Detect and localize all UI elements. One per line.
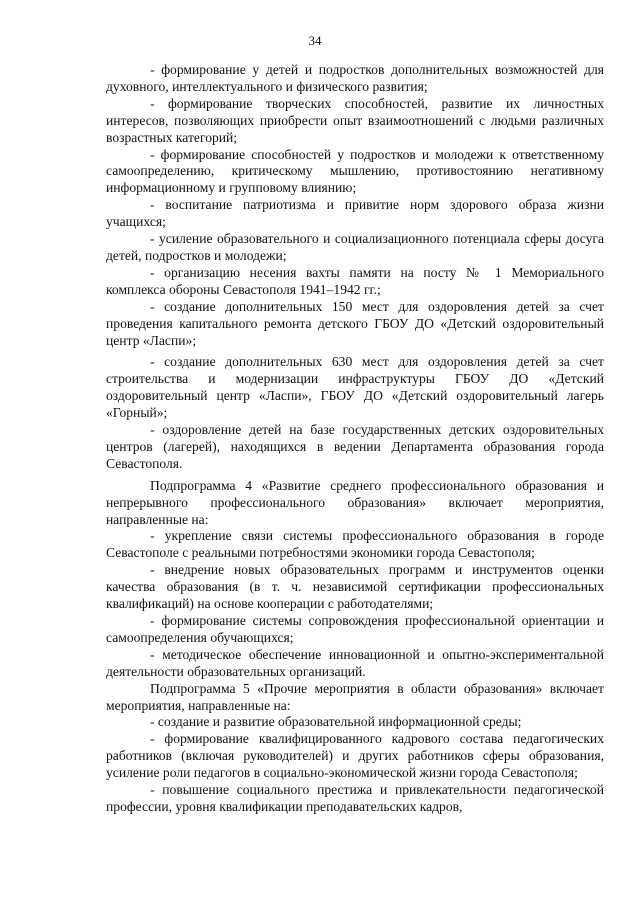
paragraph-6: - организацию несения вахты памяти на посту № 1 Мемориального комплекса обороны Севастополя 1941–1942 гг.; bbox=[106, 264, 604, 297]
subprogram-4-intro: Подпрограмма 4 «Развитие среднего профессионального образования и непрерывного профессионального образования» включает мероприятия, направленные на: bbox=[106, 477, 604, 527]
paragraph-8: - создание дополнительных 630 мест для оздоровления детей за счет строительства и модернизации инфраструктуры ГБОУ ДО «Детский оздоровительный центр «Ласпи», ГБОУ ДО «Детский оздоровительный лагерь «Горный»; bbox=[106, 354, 604, 421]
paragraph-1: - формирование у детей и подростков дополнительных возможностей для духовного, интеллектуального и физического развития; bbox=[106, 62, 604, 94]
paragraph-16: - создание и развитие образовательной информационной среды; bbox=[150, 714, 522, 730]
paragraph-12: - внедрение новых образовательных программ и инструментов оценки качества образования (в т. ч. независимой сертификации профессиональных квалификаций) на основе кооперации с работодателями; bbox=[106, 562, 604, 612]
paragraph-4: - воспитание патриотизма и привитие норм здорового образа жизни учащихся; bbox=[106, 197, 604, 230]
paragraph-3: - формирование способностей у подростков и молодежи к ответственному самоопределению, критическому мышлению, противостоянию негативному информационному и групповому влиянию; bbox=[106, 146, 604, 196]
paragraph-5: - усиление образовательного и социализационного потенциала сферы досуга детей, подростков и молодежи; bbox=[106, 231, 604, 263]
paragraph-9: - оздоровление детей на базе государственных детских оздоровительных центров (лагерей), находящихся в ведении Департамента образования города Севастополя. bbox=[106, 422, 604, 471]
page-number: 34 bbox=[308, 33, 322, 48]
paragraph-7: - создание дополнительных 150 мест для оздоровления детей за счет проведения капитального ремонта детского ГБОУ ДО «Детский оздоровительный центр «Ласпи»; bbox=[106, 298, 604, 348]
paragraph-18: - повышение социального престижа и привлекательности педагогической профессии, уровня квалификации преподавательских кадров, bbox=[106, 782, 604, 814]
subprogram-5-intro: Подпрограмма 5 «Прочие мероприятия в области образования» включает мероприятия, направленные на: bbox=[106, 680, 604, 713]
paragraph-14: - методическое обеспечение инновационной и опытно-экспериментальной деятельности образовательных организаций. bbox=[106, 646, 604, 679]
document-body bbox=[106, 62, 604, 816]
paragraph-13: - формирование системы сопровождения профессиональной ориентации и самоопределения обучающихся; bbox=[106, 613, 604, 645]
paragraph-17: - формирование квалифицированного кадрового состава педагогических работников (включая руководителей) и других работников сферы образования, усиление роли педагогов в социально-экономической жизни города Севастополя; bbox=[106, 731, 604, 781]
paragraph-11: - укрепление связи системы профессионального образования в городе Севастополе с реальными потребностями экономики города Севастополя; bbox=[106, 528, 604, 561]
paragraph-2: - формирование творческих способностей, развитие их личностных интересов, позволяющих приобрести опыт взаимоотношений с людьми различных возрастных категорий; bbox=[106, 95, 604, 145]
